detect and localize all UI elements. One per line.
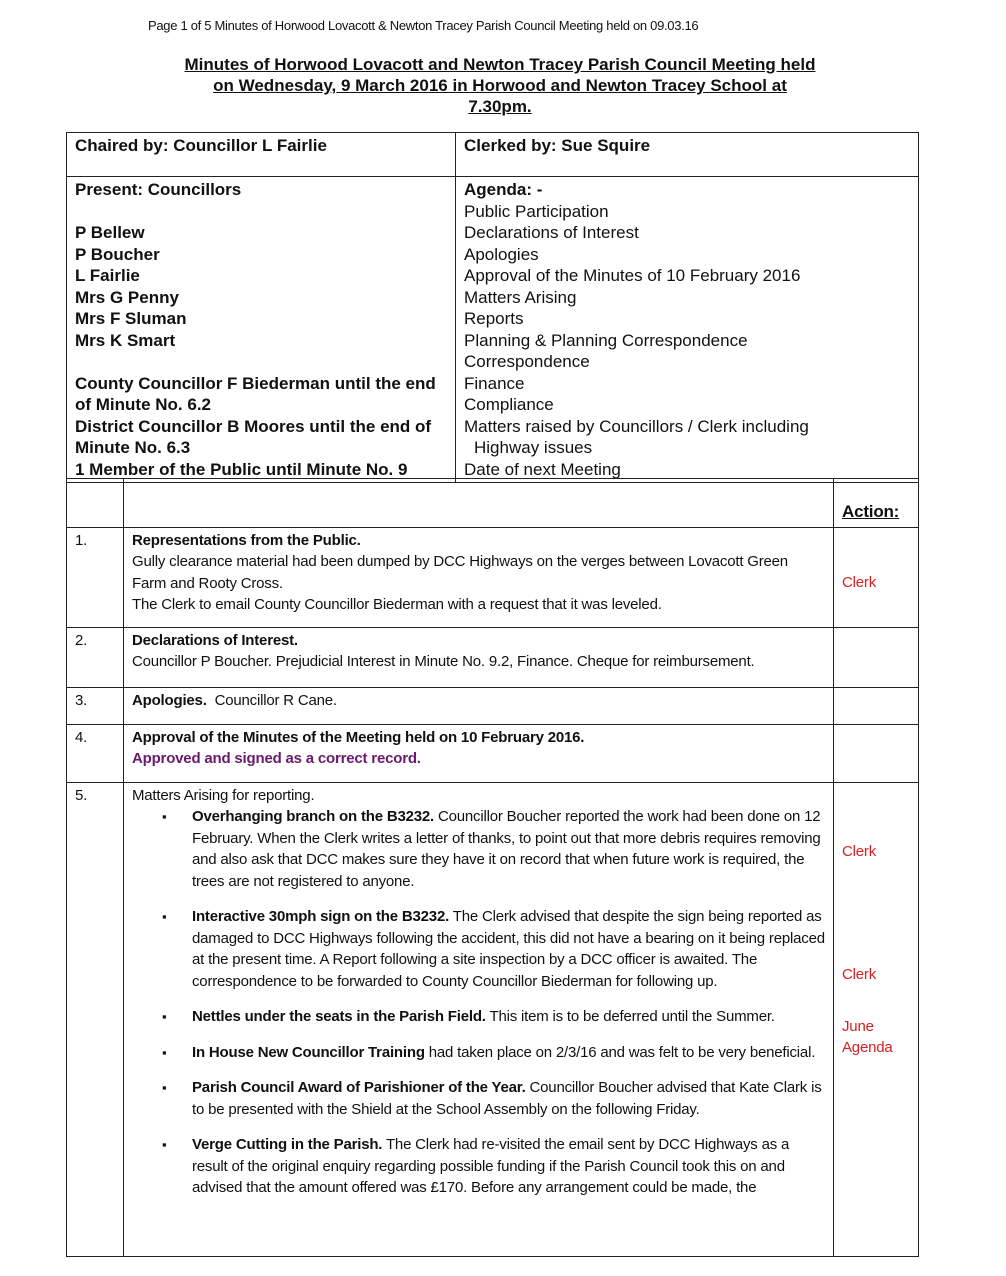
action-owner: June [842, 1017, 874, 1035]
title-line-1: Minutes of Horwood Lovacott and Newton Tracey Parish Council Meeting held [184, 55, 816, 74]
action-owner: Clerk [842, 966, 877, 983]
action-owner: Agenda [842, 1039, 893, 1056]
agenda-item: Finance [464, 373, 525, 393]
item-text: Councillor P Boucher. Prejudicial Interest in Minute No. 9.2, Finance. Cheque for reimbursement. [132, 653, 755, 670]
minute-item-5 [67, 782, 919, 1257]
councillor-name: Mrs G Penny [75, 287, 179, 307]
present-cell [67, 177, 456, 483]
item-number: 2. [67, 627, 124, 687]
page-header: Page 1 of 5 Minutes of Horwood Lovacott & Newton Tracey Parish Council Meeting held on 09.03.16 [148, 18, 699, 33]
action-cell [834, 687, 919, 724]
item-text: Gully clearance material had been dumped by DCC Highways on the verges between Lovacott Green Farm and Rooty Cross. [132, 553, 788, 592]
action-cell [834, 724, 919, 782]
agenda-item: Matters raised by Councillors / Clerk including [464, 416, 809, 436]
header-blank-body [124, 479, 834, 528]
councillor-name: P Boucher [75, 244, 160, 264]
other-attendee: 1 Member of the Public until Minute No. 9 [75, 459, 408, 479]
agenda-item: Highway issues [474, 438, 593, 457]
agenda-item: Matters Arising [464, 287, 577, 307]
list-item: ▪ Interactive 30mph sign on the B3232. The Clerk advised that despite the sign being reported as damaged to DCC Highways following the accident, this did not have a bearing on it being replaced at the present time. A Report following a site inspection by a DCC officer is awaited. The correspondence to be forwarded to County Councillor Biederman for following up. [184, 906, 825, 992]
item-number: 4. [67, 724, 124, 782]
action-header-cell [834, 479, 919, 528]
agenda-cell [456, 177, 919, 483]
item-body [124, 627, 834, 687]
title-line-2: on Wednesday, 9 March 2016 in Horwood and Newton Tracey School at [213, 76, 787, 95]
agenda-heading: Agenda: - [464, 180, 543, 199]
other-attendee: District Councillor B Moores until the end of Minute No. 6.3 [75, 416, 432, 457]
minute-item-3 [67, 687, 919, 724]
minute-item-1 [67, 527, 919, 627]
minute-item-4 [67, 724, 919, 782]
action-owner: Clerk [842, 573, 877, 591]
agenda-item: Compliance [464, 395, 554, 414]
clerked-by: Clerked by: Sue Squire [456, 133, 919, 177]
title-line-3: 7.30pm. [468, 97, 532, 116]
minute-item-2 [67, 627, 919, 687]
item-number: 1. [67, 527, 124, 627]
councillor-name: Mrs F Sluman [75, 309, 187, 328]
item-number: 5. [67, 782, 124, 1257]
item-body [124, 687, 834, 724]
action-heading: Action: [842, 502, 900, 521]
councillor-name: Mrs K Smart [75, 330, 176, 350]
other-attendee: County Councillor F Biederman until the end of Minute No. 6.2 [75, 373, 436, 414]
agenda-item: Planning & Planning Correspondence [464, 330, 748, 350]
item-title: Approval of the Minutes of the Meeting held on 10 February 2016. [132, 728, 585, 746]
item-title: Representations from the Public. [132, 531, 361, 549]
chaired-by: Chaired by: Councillor L Fairlie [67, 133, 456, 177]
list-item: ▪ Nettles under the seats in the Parish Field. This item is to be deferred until the Summer. [184, 1006, 825, 1028]
attendance-table [66, 132, 919, 483]
agenda-item: Apologies [464, 244, 539, 264]
item-text: Councillor R Cane. [214, 691, 337, 709]
item-number: 3. [67, 687, 124, 724]
list-item: ▪ In House New Councillor Training had taken place on 2/3/16 and was felt to be very beneficial. [184, 1042, 825, 1064]
item-text: The Clerk to email County Councillor Biederman with a request that it was leveled. [132, 596, 662, 613]
present-heading: Present: Councillors [75, 180, 242, 199]
list-item: ▪ Parish Council Award of Parishioner of the Year. Councillor Boucher advised that Kate Clark is to be presented with the Shield at the School Assembly on the following Friday. [184, 1077, 825, 1120]
approval-note: Approved and signed as a correct record. [132, 750, 421, 767]
item-body [124, 724, 834, 782]
list-item: ▪ Verge Cutting in the Parish. The Clerk had re-visited the email sent by DCC Highways as a result of the original enquiry regarding possible funding if the Parish Council took this on and advised that the amount offered was £170. Before any arrangement could be made, the [184, 1134, 825, 1199]
agenda-item: Correspondence [464, 352, 590, 371]
agenda-item: Public Participation [464, 201, 609, 221]
minutes-table [66, 478, 919, 1257]
document-title [140, 54, 860, 117]
action-owner: Clerk [842, 842, 877, 860]
councillor-name: L Fairlie [75, 266, 140, 285]
agenda-item: Approval of the Minutes of 10 February 2016 [464, 266, 801, 285]
item-title: Apologies. [132, 691, 207, 709]
agenda-item: Reports [464, 309, 524, 328]
action-cell [834, 527, 919, 627]
item-body [124, 782, 834, 1257]
agenda-item: Date of next Meeting [464, 459, 621, 479]
matters-list [132, 806, 825, 1199]
action-cell [834, 627, 919, 687]
item-title: Declarations of Interest. [132, 631, 298, 649]
list-item: ▪ Overhanging branch on the B3232. Councillor Boucher reported the work had been done on 12 February. When the Clerk writes a letter of thanks, to point out that more debris requires removing and also ask that DCC makes sure they have it on record that when future work is required, the trees are not registered to anyone. [184, 806, 825, 892]
action-cell [834, 782, 919, 1257]
header-blank-num [67, 479, 124, 528]
agenda-item: Declarations of Interest [464, 223, 639, 242]
councillor-name: P Bellew [75, 223, 145, 242]
item-title: Matters Arising for reporting. [132, 786, 315, 804]
item-body [124, 527, 834, 627]
